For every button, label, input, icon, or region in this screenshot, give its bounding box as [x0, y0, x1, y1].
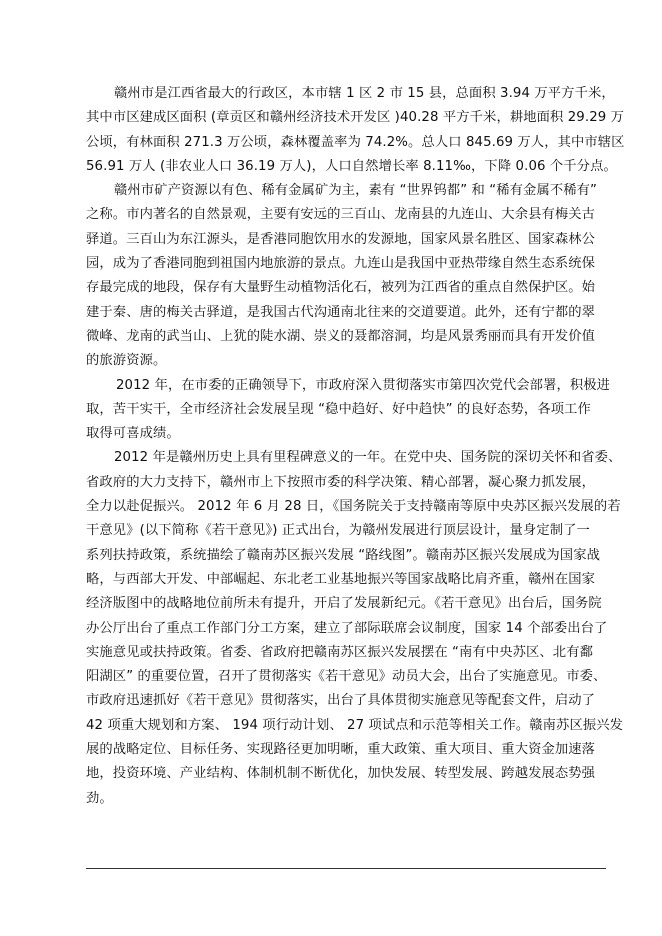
text-line: 全力以赴促振兴。 2012 年 6 月 28 日，《国务院关于支持赣南等原中央苏区振兴发展的若 [86, 499, 621, 515]
text-line: 赣州市矿产资源以有色、稀有金属矿为主，素有 “世界钨都” 和 “稀有金属不稀有” [114, 183, 598, 199]
text-line: 展的战略定位、目标任务、实现路径更加明晰，重大政策、重大项目、重大资金加速落 [86, 742, 596, 758]
text-line: 其中市区建成区面积 (章贡区和赣州经济技术开发区 )40.28 平方千米，耕地面积 29.29 万 [86, 110, 625, 126]
paragraph [86, 374, 611, 447]
text-line: 2012 年是赣州历史上具有里程碑意义的一年。在党中央、国务院的深切关怀和省委、 [114, 450, 622, 466]
text-line: 办公厅出台了重点工作部门分工方案，建立了部际联席会议制度，国家 14 个部委出台了 [86, 620, 608, 636]
text-line: 经济版图中的战略地位前所未有提升，开启了发展新纪元。《若干意见》出台后，国务院 [86, 596, 602, 612]
text-line: 2012 年，在市委的正确领导下，市政府深入贯彻落实市第四次党代会部署，积极进 [116, 377, 611, 393]
text-line: 42 项重大规划和方案、 194 项行动计划、 27 项试点和示范等相关工作。赣南苏区振兴发 [86, 717, 624, 733]
text-line: 之称。市内著名的自然景观，主要有安远的三百山、龙南县的九连山、大余县有梅关古 [86, 207, 596, 223]
text-line: 阳湖区” 的重要位置，召开了贯彻落实《若干意见》动员大会，出台了实施意见。市委、 [86, 669, 607, 685]
text-line: 市政府迅速抓好《若干意见》贯彻落实，出台了具体贯彻实施意见等配套文件，启动了 [86, 693, 596, 709]
text-line: 略，与西部大开发、中部崛起、东北老工业基地振兴等国家战略比肩齐重，赣州在国家 [86, 571, 596, 587]
text-line: 省政府的大力支持下，赣州市上下按照市委的科学决策、精心部署，凝心聚力抓发展， [86, 474, 596, 490]
text-line: 存最完成的地段，保存有大量野生动植物活化石，被列为江西省的重点自然保护区。始 [86, 280, 596, 296]
text-line: 园，成为了香港同胞到祖国内地旅游的景点。九连山是我国中亚热带缘自然生态系统保 [86, 256, 596, 272]
text-line: 驿道。三百山为东江源头，是香港同胞饮用水的发源地，国家风景名胜区、国家森林公 [86, 231, 596, 247]
paragraph [86, 446, 624, 810]
text-line: 取得可喜成绩。 [86, 426, 180, 442]
text-line: 系列扶持政策，系统描绘了赣南苏区振兴发展 “路线图”。赣南苏区振兴发展成为国家战 [86, 547, 600, 563]
text-line: 实施意见或扶持政策。省委、省政府把赣南苏区振兴发展摆在 “南有中央苏区、北有鄱 [86, 644, 593, 660]
text-line: 干意见》(以下简称《若干意见》) 正式出台，为赣州发展进行顶层设计，量身定制了一 [86, 523, 590, 539]
paragraph [86, 82, 625, 179]
text-line: 取，苦干实干，全市经济社会发展呈现 “稳中趋好、好中趋快” 的良好态势，各项工作 [86, 401, 591, 417]
text-line: 的旅游资源。 [86, 353, 167, 369]
text-line: 微峰、龙南的武当山、上犹的陡水湖、崇义的聂都溶洞，均是风景秀丽而具有开发价值 [86, 328, 596, 344]
text-line: 赣州市是江西省最大的行政区，本市辖 1 区 2 市 15 县，总面积 3.94 万平方千米， [114, 86, 615, 101]
text-line: 建于秦、唐的梅关古驿道，是我国古代沟通南北往来的交道要道。此外，还有宁都的翠 [86, 304, 596, 320]
text-line: 劲。 [86, 790, 113, 806]
text-line: 公顷，有林面积 271.3 万公顷，森林覆盖率为 74.2%。总人口 845.69 万人，其中市辖区 [86, 134, 625, 150]
paragraph [86, 179, 606, 373]
footer-rule [86, 868, 606, 869]
text-line: 56.91 万人 (非农业人口 36.19 万人)，人口自然增长率 8.11‰，下降 0.06 个千分点。 [86, 158, 617, 174]
document-body [86, 82, 625, 811]
text-line: 地，投资环境、产业结构、体制机制不断优化，加快发展、转型发展、跨越发展态势强 [86, 766, 596, 782]
